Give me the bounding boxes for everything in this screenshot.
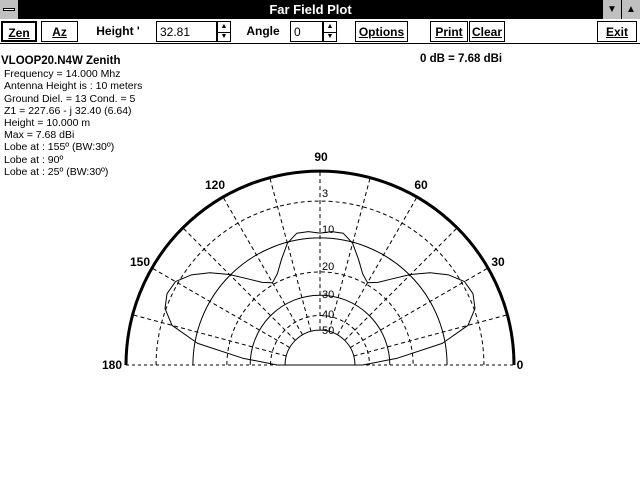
plot-spoke (223, 197, 303, 335)
options-button-label: Options (358, 25, 405, 39)
ring-label: 3 (322, 188, 329, 200)
ring-label: 20 (322, 261, 335, 273)
reference-level-label: 0 dB = 7.68 dBi (420, 53, 503, 65)
angle-label: 180 (101, 358, 123, 372)
spin-up-icon[interactable]: ▲ (218, 22, 230, 33)
minimize-button[interactable]: ▼ (602, 0, 621, 19)
angle-label: 150 (129, 255, 151, 269)
maximize-button[interactable]: ▲ (621, 0, 640, 19)
angle-label: 90 (314, 150, 328, 164)
height-input[interactable]: 32.81 (156, 21, 217, 42)
zenith-button-label: Zen (8, 26, 30, 40)
ring-label: 10 (322, 224, 335, 236)
window-title: Far Field Plot (269, 2, 352, 17)
info-line-antenna-height: Antenna Height is : 10 meters (4, 80, 143, 93)
plot-spoke (133, 315, 287, 356)
info-line-ground: Ground Diel. = 13 Cond. = 5 (4, 92, 136, 105)
spin-down-icon[interactable]: ▼ (220, 33, 228, 40)
spin-up-icon[interactable]: ▲ (324, 22, 336, 33)
spin-down-icon[interactable]: ▼ (326, 33, 334, 40)
info-line-frequency: Frequency = 14.000 Mhz (4, 68, 121, 81)
info-line-height: Height = 10.000 m (4, 117, 91, 130)
plot-spoke (270, 178, 311, 332)
height-label: Height ' (96, 24, 140, 38)
angle-label: Angle (246, 24, 280, 38)
plot-spoke (337, 197, 417, 335)
file-title: VLOOP20.N4W Zenith (1, 55, 121, 67)
ring-label: 30 (322, 289, 335, 301)
angle-input[interactable]: 0 (290, 21, 323, 42)
angle-label: 30 (491, 255, 505, 269)
ring-label: 40 (322, 309, 335, 321)
plot-spoke (354, 315, 508, 356)
info-line-lobe-1: Lobe at : 155º (BW:30º) (4, 141, 115, 154)
ring-label: 50 (322, 325, 335, 337)
plot-ring (285, 330, 355, 365)
info-line-impedance: Z1 = 227.66 - j 32.40 (6.64) (4, 104, 132, 117)
plot-spoke (329, 178, 370, 332)
azimuth-button-label: Az (52, 25, 67, 39)
plot-ring (156, 201, 484, 365)
plot-spoke (152, 268, 290, 348)
info-line-lobe-3: Lobe at : 25º (BW:30º) (4, 165, 109, 178)
info-line-max-gain: Max = 7.68 dBi (4, 129, 75, 142)
exit-button-label: Exit (605, 25, 628, 39)
info-line-lobe-2: Lobe at : 90º (4, 153, 64, 166)
plot-spoke (350, 268, 488, 348)
angle-label: 120 (204, 178, 226, 192)
print-button-label: Print (435, 25, 463, 39)
clear-button-label: Clear (471, 25, 503, 39)
angle-label: 0 (516, 358, 524, 372)
angle-label: 60 (414, 178, 428, 192)
